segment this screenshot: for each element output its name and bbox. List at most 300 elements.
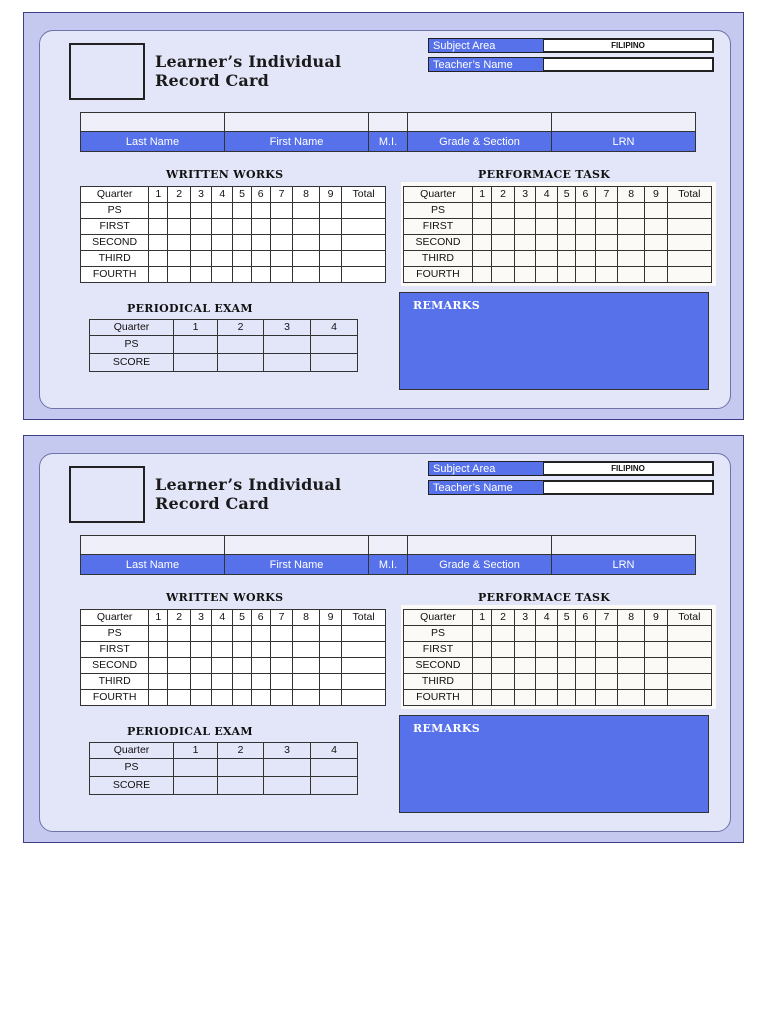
score-cell[interactable] <box>557 658 575 674</box>
score-cell[interactable] <box>536 642 558 658</box>
periodical-score-cell[interactable] <box>264 777 311 795</box>
record-card-inner <box>39 453 731 832</box>
score-cell[interactable] <box>645 203 668 219</box>
periodical-row-label: SCORE <box>90 777 174 795</box>
score-cell[interactable] <box>149 626 168 642</box>
score-cell[interactable] <box>618 251 645 267</box>
score-cell[interactable] <box>293 674 320 690</box>
score-cell[interactable] <box>293 251 320 267</box>
score-cell[interactable] <box>190 626 211 642</box>
score-cell[interactable] <box>492 235 515 251</box>
score-cell[interactable] <box>645 235 668 251</box>
score-cell[interactable] <box>492 690 515 706</box>
score-cell[interactable] <box>319 219 341 235</box>
score-cell[interactable] <box>342 674 386 690</box>
score-cell[interactable] <box>576 626 595 642</box>
score-cell[interactable] <box>557 674 575 690</box>
score-row-label: FIRST <box>81 219 149 235</box>
periodical-exam-table <box>89 319 358 372</box>
score-cell[interactable] <box>149 251 168 267</box>
score-cell[interactable] <box>667 690 711 706</box>
score-header-cell: Total <box>342 187 386 203</box>
card-title-line-1: Learner’s Individual <box>155 475 342 494</box>
score-header-cell: 9 <box>319 187 341 203</box>
score-cell[interactable] <box>667 251 711 267</box>
score-row-label: FIRST <box>404 219 473 235</box>
score-cell[interactable] <box>492 251 515 267</box>
score-cell[interactable] <box>212 235 233 251</box>
score-cell[interactable] <box>212 626 233 642</box>
score-header-cell: 4 <box>536 187 558 203</box>
score-cell[interactable] <box>557 642 575 658</box>
score-cell[interactable] <box>149 674 168 690</box>
score-cell[interactable] <box>514 251 536 267</box>
periodical-score-cell[interactable] <box>264 336 311 354</box>
score-cell[interactable] <box>149 219 168 235</box>
score-cell[interactable] <box>645 267 668 283</box>
score-row-label: FOURTH <box>404 690 473 706</box>
score-cell[interactable] <box>514 626 536 642</box>
score-row <box>404 267 712 283</box>
score-header-cell: 5 <box>233 187 251 203</box>
score-cell[interactable] <box>576 235 595 251</box>
score-cell[interactable] <box>595 267 618 283</box>
score-header-cell: 4 <box>212 187 233 203</box>
score-header-cell: 8 <box>293 187 320 203</box>
score-cell[interactable] <box>168 251 190 267</box>
periodical-header-cell: 2 <box>218 743 264 759</box>
score-cell[interactable] <box>190 642 211 658</box>
periodical-score-cell[interactable] <box>174 336 218 354</box>
score-cell[interactable] <box>645 674 668 690</box>
score-header-cell: 1 <box>472 610 491 626</box>
score-cell[interactable] <box>342 235 386 251</box>
score-cell[interactable] <box>212 674 233 690</box>
score-cell[interactable] <box>492 626 515 642</box>
score-cell[interactable] <box>251 219 270 235</box>
score-cell[interactable] <box>149 690 168 706</box>
score-cell[interactable] <box>190 251 211 267</box>
periodical-score-cell[interactable] <box>218 354 264 372</box>
middle-initial-field[interactable] <box>369 536 408 555</box>
score-cell[interactable] <box>251 658 270 674</box>
score-cell[interactable] <box>472 203 491 219</box>
score-cell[interactable] <box>293 219 320 235</box>
score-cell[interactable] <box>149 267 168 283</box>
score-cell[interactable] <box>492 642 515 658</box>
score-cell[interactable] <box>645 626 668 642</box>
learner-name-table <box>80 112 695 151</box>
score-cell[interactable] <box>168 690 190 706</box>
periodical-score-cell[interactable] <box>311 354 358 372</box>
performance-task-section <box>401 605 716 709</box>
record-card-inner <box>39 30 731 409</box>
score-header-cell: 7 <box>595 187 618 203</box>
score-cell[interactable] <box>168 642 190 658</box>
score-header-cell: 1 <box>149 187 168 203</box>
score-header-cell: 3 <box>514 610 536 626</box>
score-cell[interactable] <box>149 235 168 251</box>
score-cell[interactable] <box>270 690 292 706</box>
score-cell[interactable] <box>514 235 536 251</box>
score-header-cell: 9 <box>319 610 341 626</box>
score-cell[interactable] <box>472 658 491 674</box>
score-cell[interactable] <box>212 267 233 283</box>
score-cell[interactable] <box>212 203 233 219</box>
score-cell[interactable] <box>212 658 233 674</box>
periodical-score-cell[interactable] <box>311 777 358 795</box>
score-cell[interactable] <box>233 235 251 251</box>
score-cell[interactable] <box>190 658 211 674</box>
lrn-label: LRN <box>552 132 696 152</box>
score-cell[interactable] <box>472 626 491 642</box>
score-row-label: SECOND <box>81 658 149 674</box>
score-cell[interactable] <box>576 267 595 283</box>
score-cell[interactable] <box>270 642 292 658</box>
periodical-row-label: PS <box>90 759 174 777</box>
score-cell[interactable] <box>618 235 645 251</box>
last-name-field[interactable] <box>81 113 225 132</box>
score-cell[interactable] <box>514 674 536 690</box>
score-cell[interactable] <box>293 690 320 706</box>
score-cell[interactable] <box>536 251 558 267</box>
score-cell[interactable] <box>190 235 211 251</box>
score-cell[interactable] <box>595 626 618 642</box>
score-cell[interactable] <box>536 267 558 283</box>
score-cell[interactable] <box>319 658 341 674</box>
score-cell[interactable] <box>190 203 211 219</box>
score-row <box>404 674 712 690</box>
periodical-score-cell[interactable] <box>218 336 264 354</box>
score-cell[interactable] <box>595 690 618 706</box>
score-cell[interactable] <box>190 690 211 706</box>
remarks-box[interactable] <box>399 715 709 813</box>
score-cell[interactable] <box>618 642 645 658</box>
score-cell[interactable] <box>270 219 292 235</box>
score-cell[interactable] <box>472 219 491 235</box>
written-works-table <box>80 186 386 283</box>
score-cell[interactable] <box>233 626 251 642</box>
periodical-score-cell[interactable] <box>311 336 358 354</box>
score-row <box>404 235 712 251</box>
score-cell[interactable] <box>212 690 233 706</box>
score-header-cell: 7 <box>270 187 292 203</box>
score-cell[interactable] <box>645 219 668 235</box>
score-cell[interactable] <box>472 235 491 251</box>
score-cell[interactable] <box>618 658 645 674</box>
periodical-score-cell[interactable] <box>311 759 358 777</box>
score-cell[interactable] <box>342 251 386 267</box>
score-cell[interactable] <box>233 267 251 283</box>
score-cell[interactable] <box>342 690 386 706</box>
periodical-exam-table <box>89 742 358 795</box>
periodical-row-label: PS <box>90 336 174 354</box>
periodical-score-cell[interactable] <box>174 354 218 372</box>
score-header-cell: Quarter <box>81 187 149 203</box>
score-cell[interactable] <box>667 642 711 658</box>
score-cell[interactable] <box>472 251 491 267</box>
score-cell[interactable] <box>168 235 190 251</box>
score-cell[interactable] <box>576 674 595 690</box>
score-cell[interactable] <box>319 690 341 706</box>
score-cell[interactable] <box>190 267 211 283</box>
score-header-cell: 6 <box>251 187 270 203</box>
score-cell[interactable] <box>576 203 595 219</box>
score-cell[interactable] <box>293 235 320 251</box>
last-name-field[interactable] <box>81 536 225 555</box>
score-cell[interactable] <box>618 626 645 642</box>
score-cell[interactable] <box>536 203 558 219</box>
teacher-name-field[interactable] <box>544 57 714 72</box>
periodical-score-cell[interactable] <box>264 354 311 372</box>
teacher-name-field[interactable] <box>544 480 714 495</box>
score-cell[interactable] <box>576 219 595 235</box>
score-cell[interactable] <box>270 674 292 690</box>
score-cell[interactable] <box>233 642 251 658</box>
subject-area-field[interactable]: FILIPINO <box>544 38 714 53</box>
score-cell[interactable] <box>342 642 386 658</box>
score-row <box>404 203 712 219</box>
score-cell[interactable] <box>595 674 618 690</box>
score-cell[interactable] <box>514 642 536 658</box>
score-cell[interactable] <box>149 203 168 219</box>
score-cell[interactable] <box>319 674 341 690</box>
score-cell[interactable] <box>342 219 386 235</box>
first-name-label: First Name <box>225 555 369 575</box>
score-cell[interactable] <box>595 658 618 674</box>
periodical-score-cell[interactable] <box>218 777 264 795</box>
written-works-section <box>80 609 386 706</box>
grade-section-field[interactable] <box>408 113 552 132</box>
score-cell[interactable] <box>536 626 558 642</box>
score-cell[interactable] <box>618 674 645 690</box>
periodical-score-cell[interactable] <box>174 759 218 777</box>
score-cell[interactable] <box>251 235 270 251</box>
record-card-1 <box>23 12 744 420</box>
score-cell[interactable] <box>342 267 386 283</box>
score-cell[interactable] <box>293 658 320 674</box>
lrn-field[interactable] <box>552 536 696 555</box>
score-cell[interactable] <box>514 658 536 674</box>
score-cell[interactable] <box>293 267 320 283</box>
score-cell[interactable] <box>667 267 711 283</box>
remarks-label: REMARKS <box>413 722 480 735</box>
remarks-box[interactable] <box>399 292 709 390</box>
periodical-header-row <box>90 743 358 759</box>
score-cell[interactable] <box>667 203 711 219</box>
score-cell[interactable] <box>342 626 386 642</box>
score-row <box>81 642 386 658</box>
score-cell[interactable] <box>472 690 491 706</box>
score-cell[interactable] <box>319 251 341 267</box>
score-cell[interactable] <box>270 658 292 674</box>
score-cell[interactable] <box>557 203 575 219</box>
score-cell[interactable] <box>319 642 341 658</box>
score-cell[interactable] <box>492 219 515 235</box>
periodical-score-cell[interactable] <box>264 759 311 777</box>
score-cell[interactable] <box>212 642 233 658</box>
score-cell[interactable] <box>618 690 645 706</box>
score-cell[interactable] <box>270 203 292 219</box>
score-cell[interactable] <box>645 658 668 674</box>
score-cell[interactable] <box>576 642 595 658</box>
score-cell[interactable] <box>149 642 168 658</box>
score-cell[interactable] <box>233 658 251 674</box>
score-cell[interactable] <box>514 690 536 706</box>
periodical-score-cell[interactable] <box>218 759 264 777</box>
score-header-cell: 1 <box>472 187 491 203</box>
score-cell[interactable] <box>514 267 536 283</box>
periodical-score-cell[interactable] <box>174 777 218 795</box>
periodical-exam-title: PERIODICAL EXAM <box>127 725 253 738</box>
first-name-label: First Name <box>225 132 369 152</box>
score-header-cell: 5 <box>557 610 575 626</box>
score-cell[interactable] <box>472 642 491 658</box>
learner-name-label-row <box>81 555 696 575</box>
periodical-exam-section <box>89 742 358 795</box>
score-cell[interactable] <box>233 674 251 690</box>
subject-area-field[interactable]: FILIPINO <box>544 461 714 476</box>
score-cell[interactable] <box>576 690 595 706</box>
score-header-cell: 4 <box>212 610 233 626</box>
score-cell[interactable] <box>645 642 668 658</box>
score-cell[interactable] <box>557 267 575 283</box>
score-header-cell: 8 <box>618 610 645 626</box>
score-cell[interactable] <box>319 203 341 219</box>
score-cell[interactable] <box>557 626 575 642</box>
score-cell[interactable] <box>492 203 515 219</box>
score-cell[interactable] <box>270 267 292 283</box>
periodical-exam-title: PERIODICAL EXAM <box>127 302 253 315</box>
score-cell[interactable] <box>190 674 211 690</box>
score-cell[interactable] <box>618 267 645 283</box>
score-header-cell: 6 <box>251 610 270 626</box>
score-cell[interactable] <box>536 690 558 706</box>
first-name-field[interactable] <box>225 113 369 132</box>
score-cell[interactable] <box>251 203 270 219</box>
score-cell[interactable] <box>342 658 386 674</box>
score-cell[interactable] <box>293 203 320 219</box>
score-cell[interactable] <box>492 658 515 674</box>
score-cell[interactable] <box>342 203 386 219</box>
score-cell[interactable] <box>667 674 711 690</box>
score-cell[interactable] <box>557 251 575 267</box>
score-cell[interactable] <box>168 674 190 690</box>
score-cell[interactable] <box>233 203 251 219</box>
score-cell[interactable] <box>212 251 233 267</box>
periodical-header-cell: 3 <box>264 743 311 759</box>
score-cell[interactable] <box>251 626 270 642</box>
score-row <box>404 690 712 706</box>
score-cell[interactable] <box>645 251 668 267</box>
score-cell[interactable] <box>595 219 618 235</box>
score-cell[interactable] <box>251 267 270 283</box>
score-cell[interactable] <box>168 219 190 235</box>
score-cell[interactable] <box>618 219 645 235</box>
score-row <box>81 251 386 267</box>
score-cell[interactable] <box>595 203 618 219</box>
score-cell[interactable] <box>293 626 320 642</box>
score-cell[interactable] <box>251 251 270 267</box>
score-cell[interactable] <box>536 235 558 251</box>
score-cell[interactable] <box>319 235 341 251</box>
score-cell[interactable] <box>251 642 270 658</box>
score-cell[interactable] <box>168 658 190 674</box>
subject-area-row <box>428 38 714 53</box>
score-cell[interactable] <box>595 235 618 251</box>
score-cell[interactable] <box>667 235 711 251</box>
score-cell[interactable] <box>251 674 270 690</box>
score-cell[interactable] <box>514 203 536 219</box>
score-cell[interactable] <box>319 267 341 283</box>
photo-placeholder <box>69 43 145 100</box>
periodical-row <box>90 759 358 777</box>
score-header-cell: 8 <box>293 610 320 626</box>
score-cell[interactable] <box>536 658 558 674</box>
teacher-name-label: Teacher’s Name <box>428 480 544 495</box>
score-cell[interactable] <box>472 674 491 690</box>
score-cell[interactable] <box>168 626 190 642</box>
score-cell[interactable] <box>233 219 251 235</box>
periodical-header-cell: Quarter <box>90 320 174 336</box>
score-cell[interactable] <box>319 626 341 642</box>
score-header-cell: 3 <box>190 610 211 626</box>
score-cell[interactable] <box>618 203 645 219</box>
score-cell[interactable] <box>595 251 618 267</box>
score-cell[interactable] <box>472 267 491 283</box>
score-cell[interactable] <box>190 219 211 235</box>
score-cell[interactable] <box>557 690 575 706</box>
score-header-cell: 2 <box>168 187 190 203</box>
score-cell[interactable] <box>576 658 595 674</box>
score-cell[interactable] <box>270 235 292 251</box>
first-name-field[interactable] <box>225 536 369 555</box>
score-header-cell: Quarter <box>81 610 149 626</box>
score-cell[interactable] <box>536 219 558 235</box>
score-cell[interactable] <box>645 690 668 706</box>
score-cell[interactable] <box>667 626 711 642</box>
score-cell[interactable] <box>492 674 515 690</box>
score-cell[interactable] <box>576 251 595 267</box>
grade-section-field[interactable] <box>408 536 552 555</box>
score-cell[interactable] <box>168 267 190 283</box>
middle-initial-field[interactable] <box>369 113 408 132</box>
score-cell[interactable] <box>233 690 251 706</box>
lrn-field[interactable] <box>552 113 696 132</box>
score-cell[interactable] <box>492 267 515 283</box>
score-cell[interactable] <box>667 219 711 235</box>
score-header-row <box>404 187 712 203</box>
score-cell[interactable] <box>270 251 292 267</box>
score-cell[interactable] <box>667 658 711 674</box>
score-cell[interactable] <box>557 219 575 235</box>
grade-section-label: Grade & Section <box>408 555 552 575</box>
score-cell[interactable] <box>168 203 190 219</box>
score-cell[interactable] <box>149 658 168 674</box>
score-cell[interactable] <box>293 642 320 658</box>
score-cell[interactable] <box>536 674 558 690</box>
score-cell[interactable] <box>270 626 292 642</box>
score-cell[interactable] <box>251 690 270 706</box>
score-cell[interactable] <box>557 235 575 251</box>
performance-task-title: PERFORMACE TASK <box>478 168 611 181</box>
periodical-header-cell: 4 <box>311 743 358 759</box>
score-cell[interactable] <box>514 219 536 235</box>
score-cell[interactable] <box>595 642 618 658</box>
score-row <box>404 642 712 658</box>
score-cell[interactable] <box>233 251 251 267</box>
score-cell[interactable] <box>212 219 233 235</box>
